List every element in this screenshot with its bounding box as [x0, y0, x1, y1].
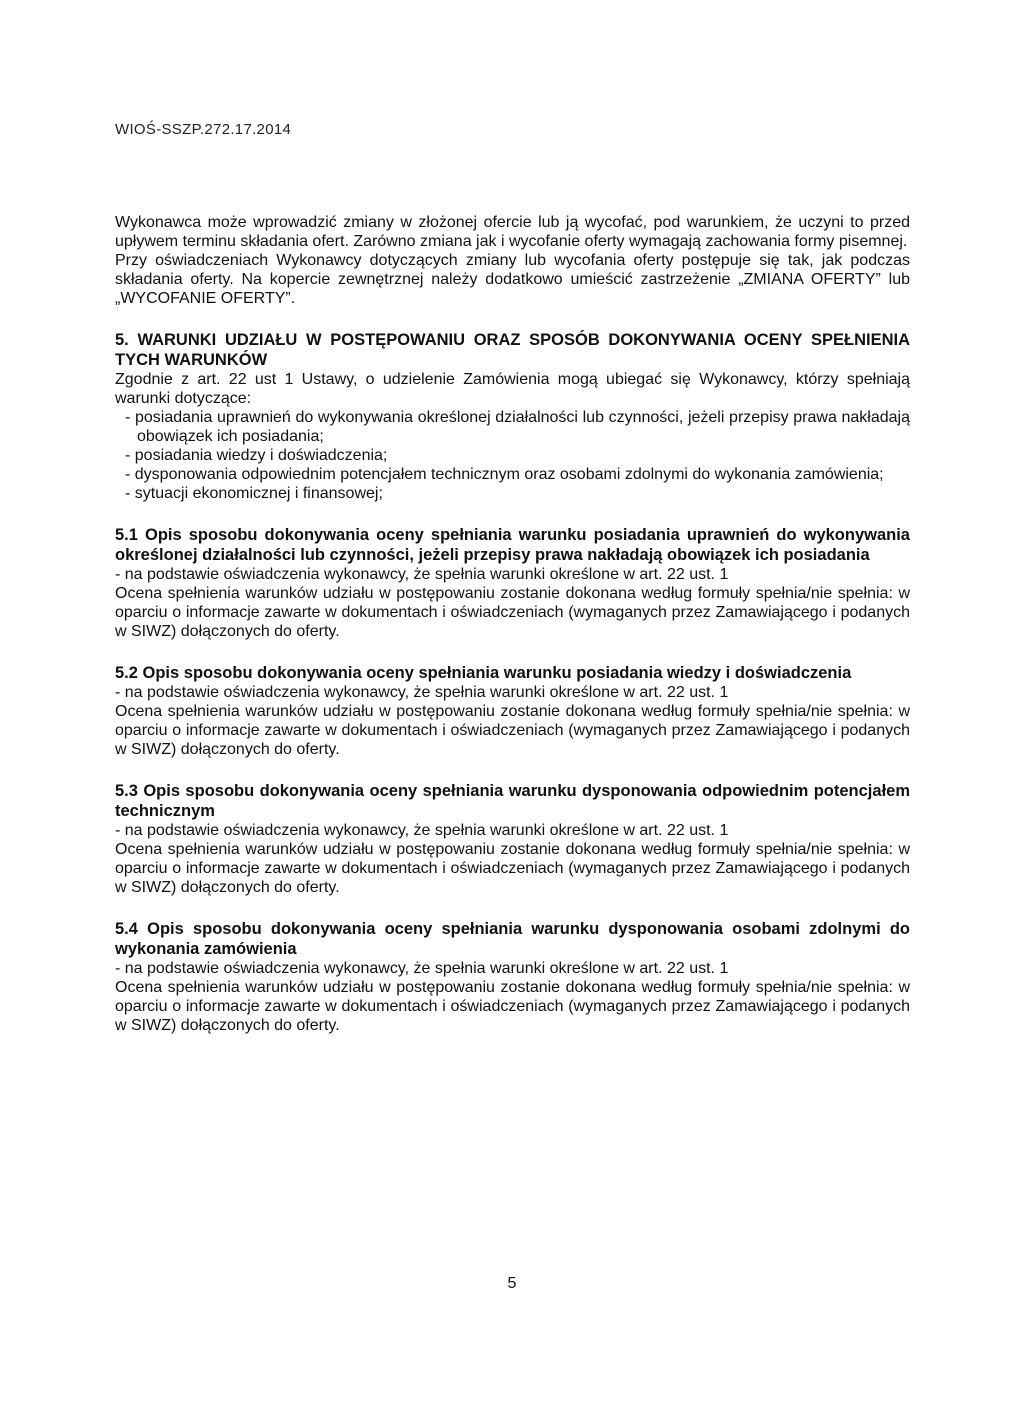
list-item: - sytuacji ekonomicznej i finansowej;	[115, 484, 910, 503]
subsection-5-4	[115, 919, 910, 1035]
list-item: - posiadania wiedzy i doświadczenia;	[115, 446, 910, 465]
spacer	[115, 503, 910, 525]
document-body	[115, 213, 910, 1035]
subsection-basis: - na podstawie oświadczenia wykonawcy, że spełnia warunki określone w art. 22 ust. 1	[115, 822, 729, 839]
subsection-heading: 5.1 Opis sposobu dokonywania oceny spełniania warunku posiadania uprawnień do wykonywania określonej działalności lub czynności, jeżeli przepisy prawa nakładają obowiązek ich posiadania	[115, 526, 910, 564]
spacer	[115, 308, 910, 330]
subsection-heading: 5.4 Opis sposobu dokonywania oceny spełniania warunku dysponowania osobami zdolnymi do wykonania zamówienia	[115, 920, 910, 958]
subsection-basis: - na podstawie oświadczenia wykonawcy, że spełnia warunki określone w art. 22 ust. 1	[115, 684, 729, 701]
section-5-heading: 5. WARUNKI UDZIAŁU W POSTĘPOWANIU ORAZ SPOSÓB DOKONYWANIA OCENY SPEŁNIENIA TYCH WARUNKÓW	[115, 331, 910, 369]
subsection-body: Ocena spełnienia warunków udziału w postępowaniu zostanie dokonana według formuły spełnia/nie spełnia: w oparciu o informacje zawarte w dokumentach i oświadczeniach (wymaganych przez Zamawiającego i podanych w SIWZ) dołączonych do oferty.	[115, 585, 910, 640]
subsection-heading: 5.2 Opis sposobu dokonywania oceny spełniania warunku posiadania wiedzy i doświadczenia	[115, 664, 852, 682]
subsection-basis: - na podstawie oświadczenia wykonawcy, że spełnia warunki określone w art. 22 ust. 1	[115, 566, 729, 583]
conditions-list	[115, 408, 910, 503]
spacer	[115, 897, 910, 919]
intro-paragraph-1: Wykonawca może wprowadzić zmiany w złożonej ofercie lub ją wycofać, pod warunkiem, że uczyni to przed upływem terminu składania ofert. Zarówno zmiana jak i wycofanie oferty wymagają zachowania formy pisemnej.	[115, 214, 910, 250]
spacer	[115, 641, 910, 663]
spacer	[115, 759, 910, 781]
section-5-intro: Zgodnie z art. 22 ust 1 Ustawy, o udzielenie Zamówienia mogą ubiegać się Wykonawcy, którzy spełniają warunki dotyczące:	[115, 371, 910, 407]
subsection-basis: - na podstawie oświadczenia wykonawcy, że spełnia warunki określone w art. 22 ust. 1	[115, 960, 729, 977]
subsection-body: Ocena spełnienia warunków udziału w postępowaniu zostanie dokonana według formuły spełnia/nie spełnia: w oparciu o informacje zawarte w dokumentach i oświadczeniach (wymaganych przez Zamawiającego i podanych w SIWZ) dołączonych do oferty.	[115, 703, 910, 758]
list-item: - posiadania uprawnień do wykonywania określonej działalności lub czynności, jeżeli przepisy prawa nakładają obowiązek ich posiadania;	[115, 408, 910, 446]
subsection-5-2	[115, 663, 910, 759]
subsection-body: Ocena spełnienia warunków udziału w postępowaniu zostanie dokonana według formuły spełnia/nie spełnia: w oparciu o informacje zawarte w dokumentach i oświadczeniach (wymaganych przez Zamawiającego i podanych w SIWZ) dołączonych do oferty.	[115, 841, 910, 896]
list-item: - dysponowania odpowiednim potencjałem technicznym oraz osobami zdolnymi do wykonania zamówienia;	[115, 465, 910, 484]
subsection-5-3	[115, 781, 910, 897]
page-number: 5	[507, 1275, 517, 1292]
document-reference: WIOŚ-SSZP.272.17.2014	[115, 121, 292, 138]
subsection-heading: 5.3 Opis sposobu dokonywania oceny spełniania warunku dysponowania odpowiednim potencjałem technicznym	[115, 782, 910, 820]
subsection-5-1	[115, 525, 910, 641]
intro-paragraph-2: Przy oświadczeniach Wykonawcy dotyczących zmiany lub wycofania oferty postępuje się tak, jak podczas składania oferty. Na kopercie zewnętrznej należy dodatkowo umieścić zastrzeżenie „ZMIANA OFERTY” lub „WYCOFANIE OFERTY”.	[115, 252, 910, 307]
subsection-body: Ocena spełnienia warunków udziału w postępowaniu zostanie dokonana według formuły spełnia/nie spełnia: w oparciu o informacje zawarte w dokumentach i oświadczeniach (wymaganych przez Zamawiającego i podanych w SIWZ) dołączonych do oferty.	[115, 979, 910, 1034]
